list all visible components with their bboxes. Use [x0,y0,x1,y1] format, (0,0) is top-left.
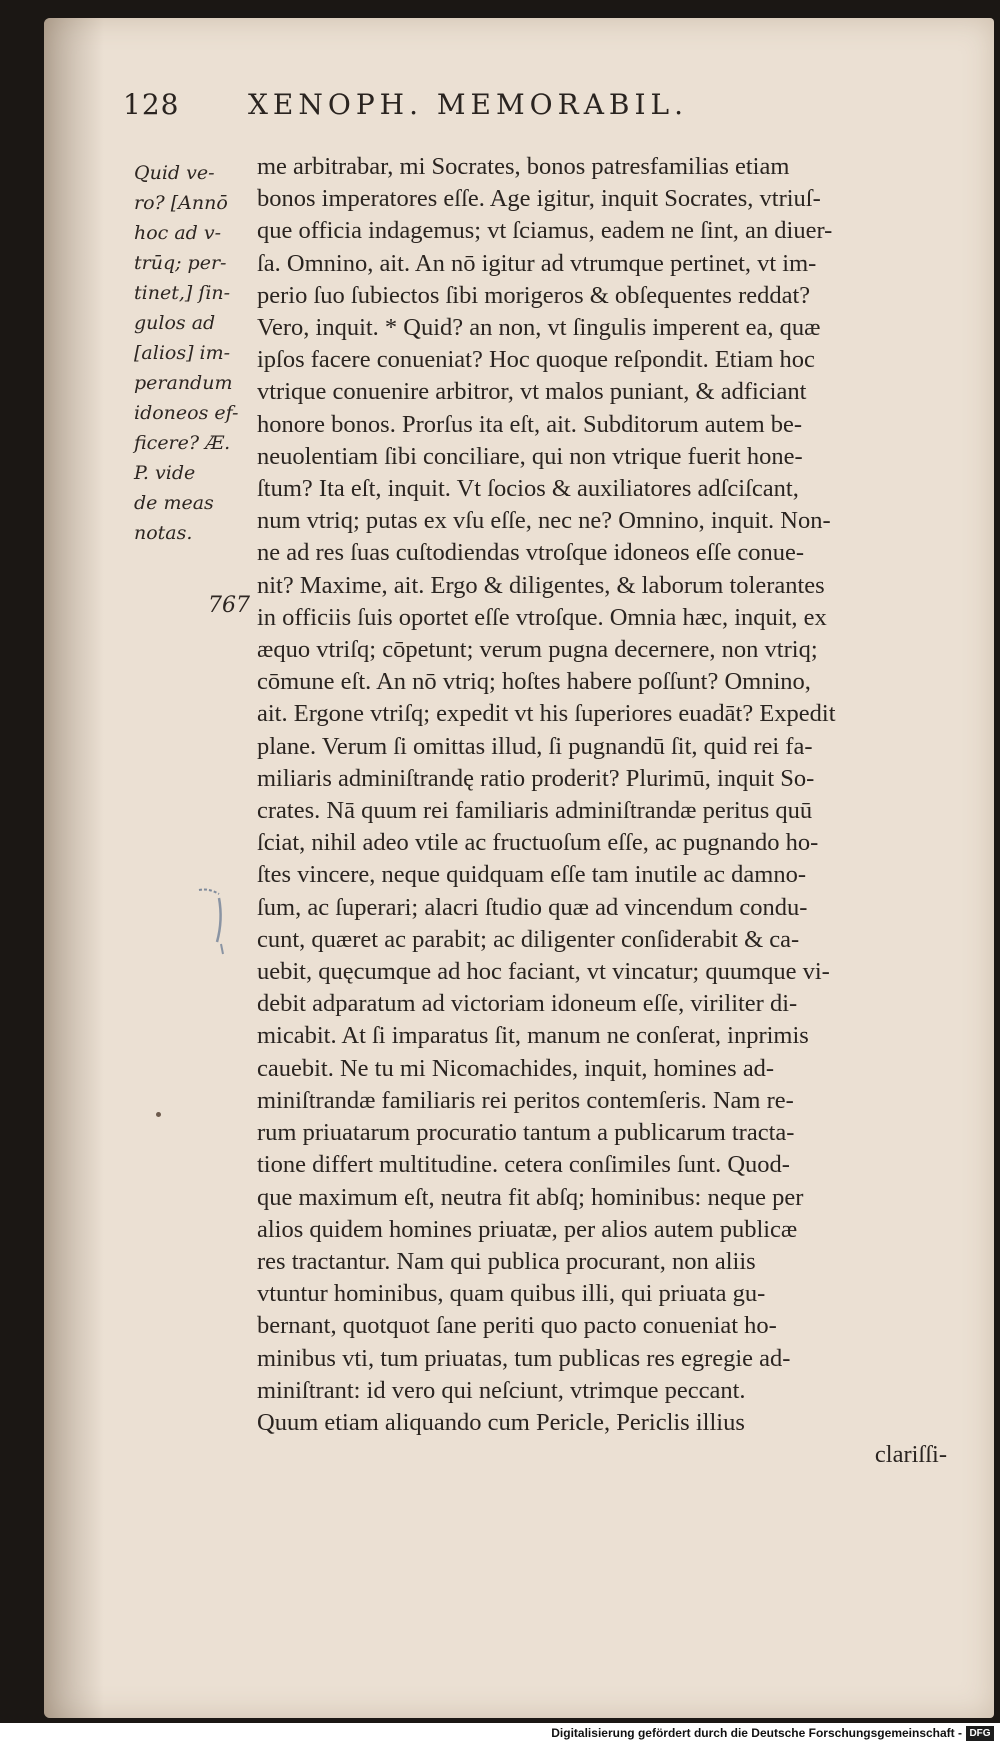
text-line: neuolentiam ſibi conciliare, qui non vtrique fuerit hone- [257,442,803,470]
text-line: miniſtrandæ familiaris rei peritos contemſeris. Nam re- [257,1086,794,1114]
text-line: minibus vti, tum priuatas, tum publicas res egregie ad- [257,1344,791,1372]
text-line: ſciat, nihil adeo vtile ac fructuoſum eſſe, ac pugnando ho- [257,829,819,857]
text-line: in officiis ſuis oportet eſſe vtroſque. Omnia hæc, inquit, ex [257,603,827,631]
text-line: uebit, quęcumque ad hoc faciant, vt vincatur; quumque vi- [257,958,830,986]
footer-bar [0,1723,1000,1745]
margin-note-line: trūq; per- [134,252,227,274]
text-line: plane. Verum ſi omittas illud, ſi pugnandū ſit, quid rei fa- [257,732,813,760]
text-line: ſtes vincere, neque quidquam eſſe tam inutile ac damno- [257,861,807,889]
margin-note-line: [alios] im- [134,342,231,364]
funding-credit: Digitalisierung gefördert durch die Deutsche Forschungsgemeinschaft - [551,1726,962,1740]
text-line: cauebit. Ne tu mi Nicomachides, inquit, homines ad- [257,1054,775,1082]
text-line: ſum, ac ſuperari; alacri ſtudio quæ ad vincendum condu- [257,893,808,921]
page-number: 128 [123,88,180,121]
text-line: miliaris adminiſtrandę ratio proderit? Plurimū, inquit So- [257,764,815,792]
dfg-logo: DFG [966,1726,994,1741]
margin-note-line: idoneos ef- [134,402,239,424]
text-line: nit? Maxime, ait. Ergo & diligentes, & laborum tolerantes [257,571,825,599]
text-line: res tractantur. Nam qui publica procurant, non aliis [257,1247,756,1275]
text-line: Quum etiam aliquando cum Pericle, Periclis illius [257,1408,745,1436]
text-line: ſa. Omnino, ait. An nō igitur ad vtrumque pertinet, vt im- [257,249,817,277]
text-line: cōmune eſt. An nō vtriq; hoſtes habere poſſunt? Omnino, [257,668,811,696]
catchword: clariſſi- [874,1441,947,1469]
text-line: micabit. At ſi imparatus ſit, manum ne conſerat, inprimis [257,1022,809,1050]
margin-note-line: hoc ad v- [134,222,222,244]
text-line: rum priuatarum procuratio tantum a publicarum tracta- [257,1119,795,1147]
margin-note-line: ro? [Annō [134,192,228,214]
text-line: honore bonos. Prorſus ita eſt, ait. Subditorum autem be- [257,410,803,438]
margin-note-line: de meas [134,492,214,514]
margin-note-line: gulos ad [134,312,216,334]
text-line: ait. Ergone vtriſq; expedit vt his ſuperiores euadāt? Expedit [257,700,836,728]
margin-note [134,158,254,548]
running-head [80,88,930,128]
text-line: crates. Nā quum rei familiaris adminiſtrandæ peritus quū [257,797,813,825]
margin-reference-number: 767 [208,593,250,618]
text-line: ſtum? Ita eſt, inquit. Vt ſocios & auxiliatores adſciſcant, [257,475,799,503]
text-line: ipſos facere conueniat? Hoc quoque reſpondit. Etiam hoc [257,346,815,374]
text-line: æquo vtriſq; cōpetunt; verum pugna decernere, non vtriq; [257,636,818,664]
margin-note-line: perandum [134,372,233,394]
text-line: vtrique conuenire arbitror, vt malos puniant, & adficiant [257,378,807,406]
text-line: Vero, inquit. * Quid? an non, vt ſingulis imperent ea, quæ [257,314,821,342]
text-line: me arbitrabar, mi Socrates, bonos patresfamilias etiam [257,153,790,180]
text-line: cunt, quæret ac parabit; ac diligenter conſiderabit & ca- [257,925,800,953]
text-line: tione differt multitudine. cetera conſimiles ſunt. Quod- [257,1151,790,1179]
spine-shadow [44,18,104,1718]
margin-note-line: ficere? Æ. [134,432,231,454]
text-line: alios quidem homines priuatæ, per alios autem publicæ [257,1215,798,1243]
text-line: vtuntur hominibus, quam quibus illi, qui priuata gu- [257,1280,766,1308]
margin-note-line: P. vide [134,462,196,484]
text-line: miniſtrant: id vero qui neſciunt, vtrimque peccant. [257,1376,746,1404]
text-line: que officia indagemus; vt ſciamus, eadem ne ſint, an diuer- [257,217,833,245]
text-line: perio ſuo ſubiectos ſibi morigeros & obſequentes reddat? [257,281,811,309]
paper-speck [156,1112,161,1117]
text-line: ne ad res ſuas cuſtodiendas vtroſque idoneos eſſe conue- [257,539,804,567]
body-text [257,151,957,1471]
text-line: bonos imperatores eſſe. Age igitur, inquit Socrates, vtriuſ- [257,185,821,213]
pencil-mark [197,880,241,960]
text-line: debit adparatum ad victoriam idoneum eſſe, viriliter di- [257,990,798,1018]
margin-note-line: notas. [134,522,193,544]
margin-note-line: tinet,] ſin- [134,282,231,304]
running-title: XENOPH. MEMORABIL. [248,88,689,121]
margin-note-line: Quid ve- [134,162,215,184]
text-line: bernant, quotquot ſane periti quo pacto conueniat ho- [257,1312,777,1340]
text-line: que maximum eſt, neutra fit abſq; hominibus: neque per [257,1183,804,1211]
text-line: num vtriq; putas ex vſu eſſe, nec ne? Omnino, inquit. Non- [257,507,831,535]
